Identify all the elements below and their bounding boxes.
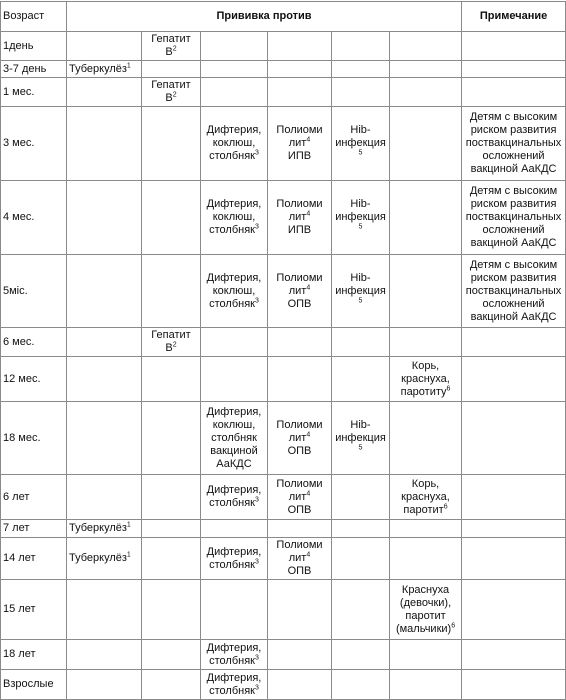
schedule-row bbox=[1, 640, 566, 670]
header-row bbox=[1, 2, 566, 32]
polio-cell: Полиоми лит$^4$ ОПВ bbox=[268, 538, 332, 580]
vaccination-column-header: Прививка против bbox=[67, 2, 462, 32]
mmr-cell: Корь, краснуха, паротиту$^6$ bbox=[390, 357, 462, 402]
note-cell: Детям с высоким риском развития поствакцинальных осложнений вакциной АаКДС bbox=[462, 255, 566, 328]
hepatitis-b-cell: Гепатит $В^2$ bbox=[142, 78, 201, 107]
age-cell: 18 лет bbox=[1, 640, 67, 670]
schedule-row bbox=[1, 78, 566, 107]
age-cell: 5міс. bbox=[1, 255, 67, 328]
hepatitis-b-cell: Гепатит $В^2$ bbox=[142, 32, 201, 61]
dtp-cell: Дифтерия, коклюш, столбняк$^3$ bbox=[201, 181, 268, 255]
dtp-cell: Дифтерия, коклюш, столбняк$^3$ bbox=[201, 255, 268, 328]
age-cell: 12 мес. bbox=[1, 357, 67, 402]
schedule-row bbox=[1, 61, 566, 78]
hib-cell: Hib- инфекция $^5$ bbox=[332, 107, 390, 181]
note-cell: Детям с высоким риском развития поствакцинальных осложнений вакциной АаКДС bbox=[462, 107, 566, 181]
age-cell: 7 лет bbox=[1, 520, 67, 538]
age-cell: 4 мес. bbox=[1, 181, 67, 255]
hepatitis-b-cell: Гепатит $В^2$ bbox=[142, 328, 201, 357]
hib-cell: Hib- инфекция $^5$ bbox=[332, 181, 390, 255]
polio-cell: Полиоми лит$^4$ ИПВ bbox=[268, 181, 332, 255]
vaccination-schedule-table bbox=[0, 1, 566, 700]
age-column-header: Возраст bbox=[1, 2, 67, 32]
schedule-row bbox=[1, 402, 566, 475]
mmr-cell: Корь, краснуха, паротит$^6$ bbox=[390, 475, 462, 520]
tuberculosis-cell: Туберкулёз$^1$ bbox=[67, 520, 142, 538]
schedule-row bbox=[1, 32, 566, 61]
dt-cell: Дифтерия, столбняк$^3$ bbox=[201, 640, 268, 670]
schedule-row bbox=[1, 181, 566, 255]
age-cell: 6 мес. bbox=[1, 328, 67, 357]
polio-cell: Полиоми лит$^4$ ОПВ bbox=[268, 402, 332, 475]
age-cell: 3 мес. bbox=[1, 107, 67, 181]
age-cell: 15 лет bbox=[1, 580, 67, 640]
tuberculosis-cell: Туберкулёз$^1$ bbox=[67, 61, 142, 78]
age-cell: 1день bbox=[1, 32, 67, 61]
age-cell: Взрослые bbox=[1, 670, 67, 700]
schedule-row bbox=[1, 538, 566, 580]
schedule-row bbox=[1, 670, 566, 700]
schedule-row bbox=[1, 475, 566, 520]
schedule-row bbox=[1, 357, 566, 402]
polio-cell: Полиоми лит$^4$ ОПВ bbox=[268, 255, 332, 328]
age-cell: 18 мес. bbox=[1, 402, 67, 475]
schedule-row bbox=[1, 107, 566, 181]
age-cell: 6 лет bbox=[1, 475, 67, 520]
tuberculosis-cell: Туберкулёз$^1$ bbox=[67, 538, 142, 580]
polio-cell: Полиоми лит$^4$ ИПВ bbox=[268, 107, 332, 181]
hib-cell: Hib- инфекция $^5$ bbox=[332, 255, 390, 328]
note-column-header: Примечание bbox=[462, 2, 566, 32]
schedule-row bbox=[1, 520, 566, 538]
schedule-row bbox=[1, 328, 566, 357]
dt-cell: Дифтерия, столбняк$^3$ bbox=[201, 475, 268, 520]
rubella-mumps-cell: Краснуха (девочки), паротит (мальчики)$^6$ bbox=[390, 580, 462, 640]
schedule-row bbox=[1, 580, 566, 640]
age-cell: 14 лет bbox=[1, 538, 67, 580]
hib-cell: Hib- инфекция $^5$ bbox=[332, 402, 390, 475]
dt-cell: Дифтерия, столбняк$^3$ bbox=[201, 670, 268, 700]
age-cell: 3-7 день bbox=[1, 61, 67, 78]
note-cell: Детям с высоким риском развития поствакцинальных осложнений вакциной АаКДС bbox=[462, 181, 566, 255]
age-cell: 1 мес. bbox=[1, 78, 67, 107]
dt-cell: Дифтерия, столбняк$^3$ bbox=[201, 538, 268, 580]
dtp-cell: Дифтерия, коклюш, столбняк вакциной АаКДС bbox=[201, 402, 268, 475]
schedule-row bbox=[1, 255, 566, 328]
dtp-cell: Дифтерия, коклюш, столбняк$^3$ bbox=[201, 107, 268, 181]
polio-cell: Полиоми лит$^4$ ОПВ bbox=[268, 475, 332, 520]
